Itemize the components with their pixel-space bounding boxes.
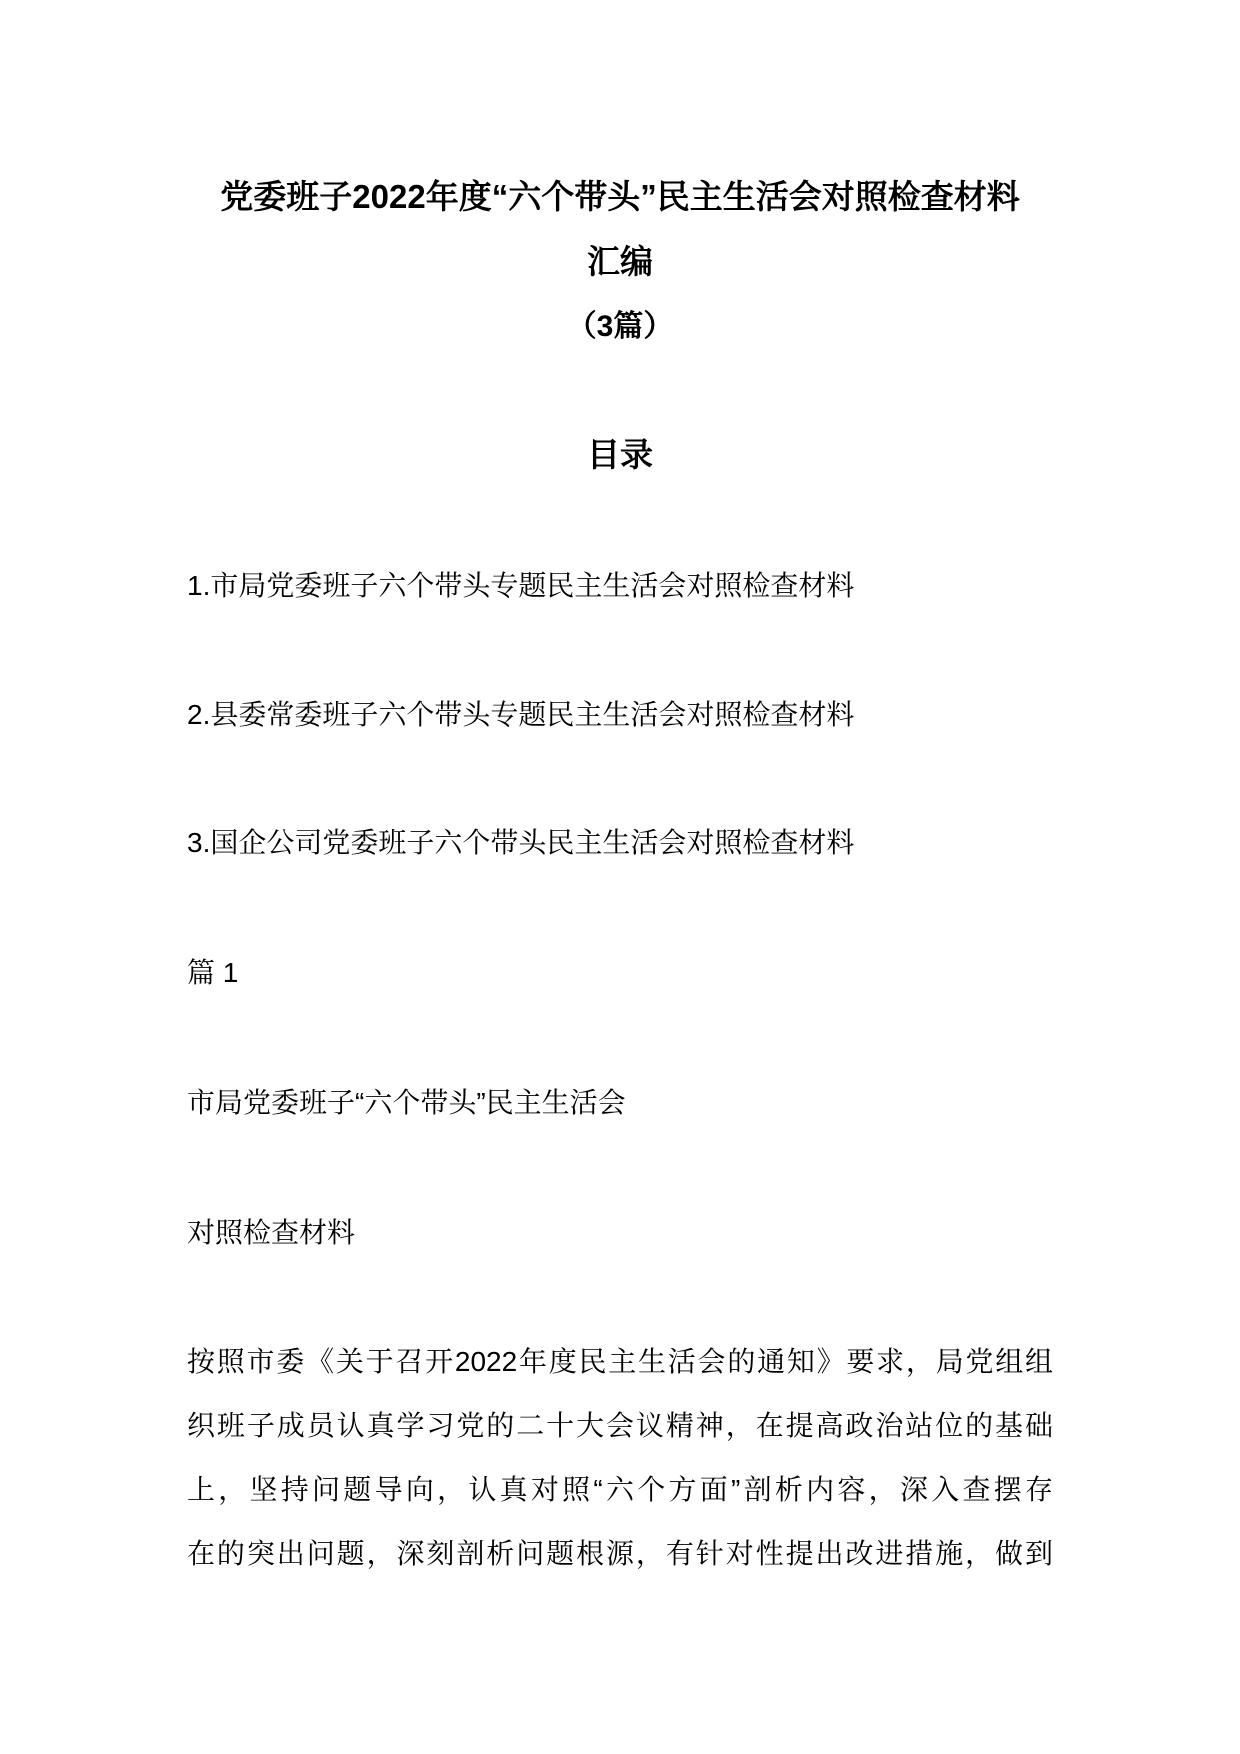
- document-title-count: （3篇）: [566, 310, 674, 343]
- toc-item-1: 1.市局党委班子六个带头专题民主生活会对照检查材料: [187, 570, 855, 601]
- body-paragraph-line-3: 上，坚持问题导向，认真对照“六个方面”剖析内容，深入查摆存: [187, 1474, 1053, 1505]
- body-paragraph-line-4: 在的突出问题，深刻剖析问题根源，有针对性提出改进措施，做到: [187, 1538, 1053, 1569]
- section-label: 篇 1: [187, 957, 239, 988]
- section-title-line-2: 对照检查材料: [187, 1217, 356, 1248]
- section-title-line-1: 市局党委班子“六个带头”民主生活会: [187, 1087, 626, 1118]
- toc-item-3: 3.国企公司党委班子六个带头民主生活会对照检查材料: [187, 827, 855, 858]
- document-title-line-2: 汇编: [587, 243, 653, 280]
- toc-heading: 目录: [587, 436, 653, 473]
- document-title-line-1: 党委班子2022年度“六个带头”民主生活会对照检查材料: [220, 178, 1020, 215]
- body-paragraph-line-1: 按照市委《关于召开2022年度民主生活会的通知》要求，局党组组: [187, 1346, 1053, 1377]
- body-paragraph-line-2: 织班子成员认真学习党的二十大会议精神，在提高政治站位的基础: [187, 1410, 1053, 1441]
- toc-item-2: 2.县委常委班子六个带头专题民主生活会对照检查材料: [187, 699, 855, 730]
